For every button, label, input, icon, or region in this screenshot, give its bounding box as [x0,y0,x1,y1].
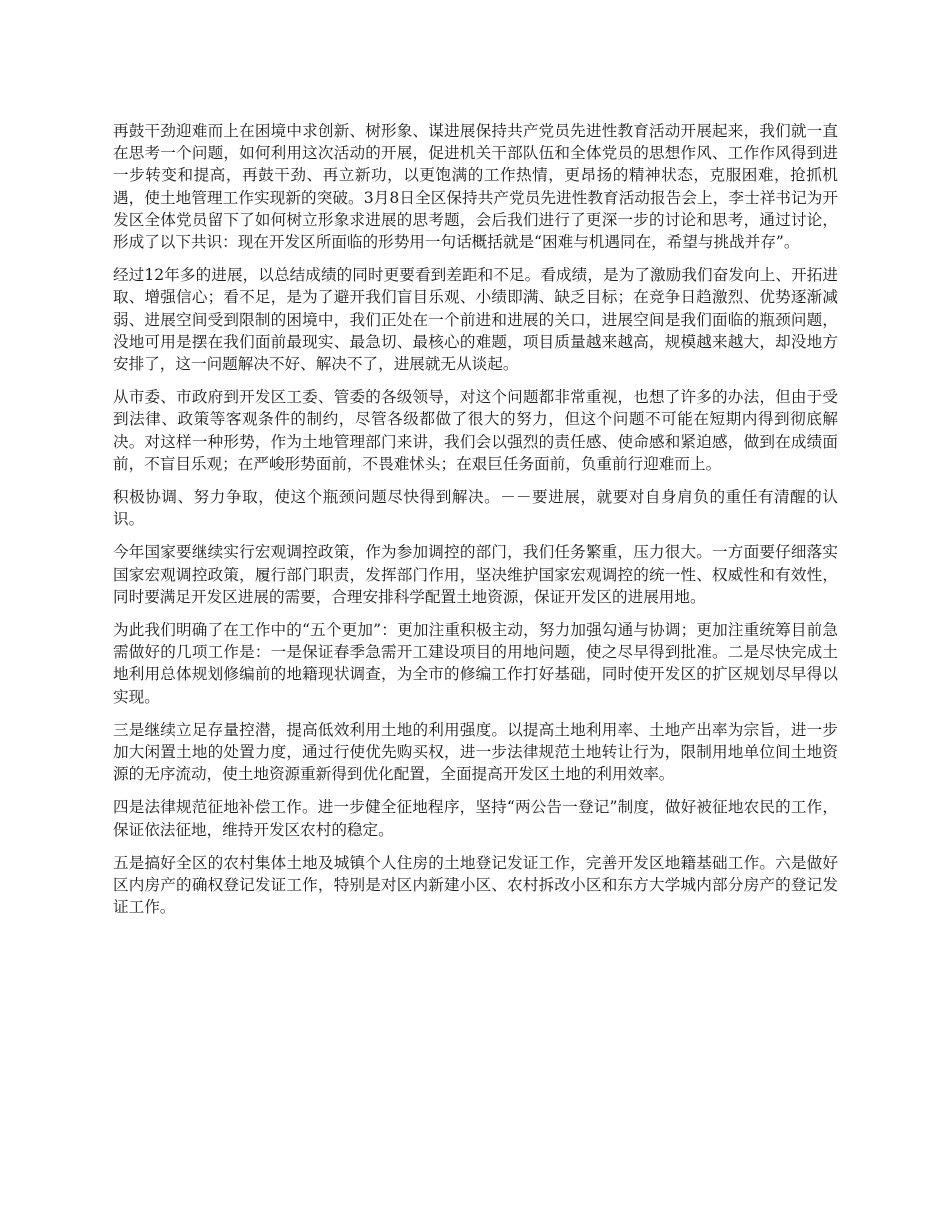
paragraph-5: 今年国家要继续实行宏观调控政策，作为参加调控的部门，我们任务繁重，压力很大。一方面要仔细落实国家宏观调控政策，履行部门职责，发挥部门作用，坚决维护国家宏观调控的统一性、权威性和有效性，同时要满足开发区进展的需要，合理安排科学配置土地资源，保证开发区的进展用地。 [113,543,838,606]
paragraph-4: 积极协调、努力争取，使这个瓶颈问题尽快得到解决。－－要进展，就要对自身肩负的重任有清醒的认识。 [113,488,838,529]
paragraph-2: 经过12年多的进展，以总结成绩的同时更要看到差距和不足。看成绩，是为了激励我们奋发向上、开拓进取、增强信心；看不足，是为了避开我们盲目乐观、小绩即满、缺乏目标；在竞争日趋激烈、优势逐渐减弱、进展空间受到限制的困境中，我们正处在一个前进和进展的关口，进展空间是我们面临的瓶颈问题，没地可用是摆在我们面前最现实、最急切、最核心的难题，项目质量越来越高，规模越来越大，却没地方安排了，这一问题解决不好、解决不了，进展就无从谈起。 [113,266,838,374]
paragraph-8: 四是法律规范征地补偿工作。进一步健全征地程序，坚持“两公告一登记”制度，做好被征地农民的工作，保证依法征地，维持开发区农村的稳定。 [113,798,838,839]
paragraph-9: 五是搞好全区的农村集体土地及城镇个人住房的土地登记发证工作，完善开发区地籍基础工作。六是做好区内房产的确权登记发证工作，特别是对区内新建小区、农村拆改小区和东方大学城内部分房产的登记发证工作。 [113,853,838,917]
paragraph-7: 三是继续立足存量控潜，提高低效利用土地的利用强度。以提高土地利用率、土地产出率为宗旨，进一步加大闲置土地的处置力度，通过行使优先购买权，进一步法律规范土地转让行为，限制用地单位间土地资源的无序流动，使土地资源重新得到优化配置，全面提高开发区土地的利用效率。 [113,720,838,784]
paragraph-3: 从市委、市政府到开发区工委、管委的各级领导，对这个问题都非常重视，也想了许多的办法，但由于受到法律、政策等客观条件的制约，尽管各级都做了很大的努力，但这个问题不可能在短期内得到彻底解决。对这样一种形势，作为土地管理部门来讲，我们会以强烈的责任感、使命感和紧迫感，做到在成绩面前，不盲目乐观；在严峻形势面前，不畏难怵头；在艰巨任务面前，负重前行迎难而上。 [113,388,838,473]
paragraph-6: 为此我们明确了在工作中的“五个更加”：更加注重积极主动，努力加强勾通与协调；更加注重统筹目前急需做好的几项工作是：一是保证春季急需开工建设项目的用地问题，使之尽早得到批准。二是尽快完成土地利用总体规划修编前的地籍现状调查，为全市的修编工作打好基础，同时使开发区的扩区规划尽早得以实现。 [113,621,838,706]
paragraph-1: 再鼓干劲迎难而上在困境中求创新、树形象、谋进展保持共产党员先进性教育活动开展起来，我们就一直在思考一个问题，如何利用这次活动的开展，促进机关干部队伍和全体党员的思想作风、工作作风得到进一步转变和提高，再鼓干劲、再立新功，以更饱满的工作热情，更昂扬的精神状态，克服困难，抢抓机遇，使土地管理工作实现新的突破。3月8日全区保持共产党员先进性教育活动报告会上，李士祥书记为开发区全体党员留下了如何树立形象求进展的思考题，会后我们进行了更深一步的讨论和思考，通过讨论，形成了以下共识：现在开发区所面临的形势用一句话概括就是“困难与机遇同在，希望与挑战并存”。 [113,122,838,252]
document-body [113,120,838,930]
